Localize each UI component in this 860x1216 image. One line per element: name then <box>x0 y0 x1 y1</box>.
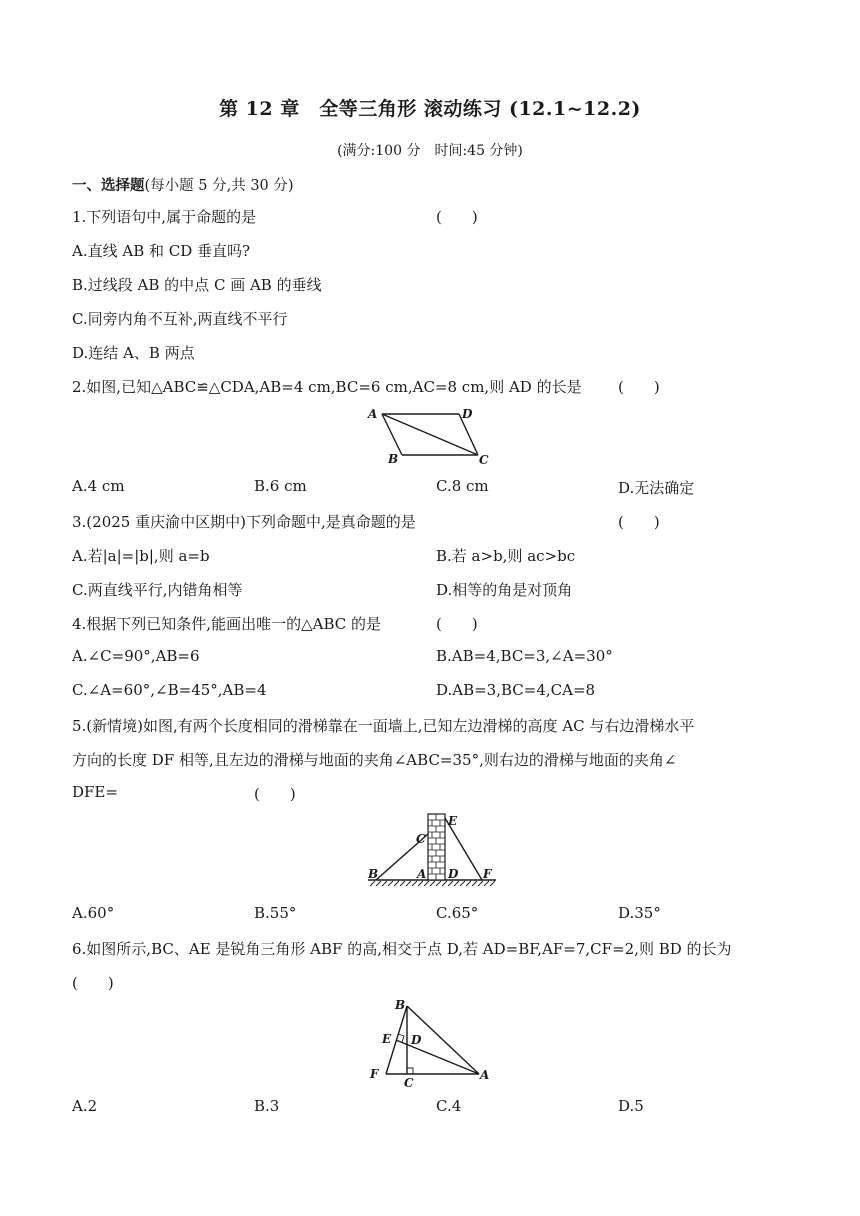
q5-stem-line-2: 方向的长度 DF 相等,且左边的滑梯与地面的夹角∠ABC=35°,则右边的滑梯与地面的夹角∠ <box>72 751 677 769</box>
q2-label-a: A <box>368 407 378 421</box>
q6-option-b: B.3 <box>254 1097 280 1115</box>
q6-label-d: D <box>411 1033 422 1047</box>
q6-label-e: E <box>382 1032 392 1046</box>
q6-triangle-figure <box>362 996 502 1088</box>
q1-option-b: B.过线段 AB 的中点 C 画 AB 的垂线 <box>72 276 322 294</box>
q4-option-d: D.AB=3,BC=4,CA=8 <box>436 681 596 699</box>
q4-option-b: B.AB=4,BC=3,∠A=30° <box>436 647 613 665</box>
q4-answer-blank: ( ) <box>436 615 478 633</box>
q5-option-a: A.60° <box>72 904 115 922</box>
q5-stem-line-1: 5.(新情境)如图,有两个长度相同的滑梯靠在一面墙上,已知左边滑梯的高度 AC 与右边滑梯水平 <box>72 717 695 735</box>
q1-option-a: A.直线 AB 和 CD 垂直吗? <box>72 242 251 260</box>
section-heading <box>72 174 294 195</box>
q2-label-b: B <box>388 452 399 466</box>
q4-stem: 4.根据下列已知条件,能画出唯一的△ABC 的是 <box>72 615 381 633</box>
q3-stem: 3.(2025 重庆渝中区期中)下列命题中,是真命题的是 <box>72 513 416 531</box>
q3-option-d: D.相等的角是对顶角 <box>436 581 573 599</box>
q1-stem: 1.下列语句中,属于命题的是 <box>72 208 257 226</box>
q1-option-d: D.连结 A、B 两点 <box>72 344 195 362</box>
q6-answer-blank: ( ) <box>72 974 114 992</box>
q6-label-a: A <box>480 1068 490 1082</box>
q5-label-a: A <box>417 867 427 881</box>
exam-info: (满分:100 分 时间:45 分钟) <box>337 143 523 159</box>
q3-answer-blank: ( ) <box>618 513 660 531</box>
q2-option-a: A.4 cm <box>72 477 125 495</box>
section-note: (每小题 5 分,共 30 分) <box>144 178 294 194</box>
q6-label-b: B <box>395 998 406 1012</box>
q1-answer-blank: ( ) <box>436 208 478 226</box>
page-title: 第 12 章 全等三角形 滚动练习 (12.1~12.2) <box>219 98 641 120</box>
q5-option-b: B.55° <box>254 904 297 922</box>
q2-option-c: C.8 cm <box>436 477 489 495</box>
q5-label-f: F <box>483 867 492 881</box>
q3-option-a: A.若|a|=|b|,则 a=b <box>72 547 210 565</box>
q6-option-c: C.4 <box>436 1097 462 1115</box>
q2-stem: 2.如图,已知△ABC≌△CDA,AB=4 cm,BC=6 cm,AC=8 cm,则 AD 的长是 <box>72 378 582 396</box>
q5-answer-blank: ( ) <box>254 785 296 803</box>
q5-slide-figure <box>362 810 506 892</box>
q4-option-c: C.∠A=60°,∠B=45°,AB=4 <box>72 681 267 699</box>
q5-label-b: B <box>368 867 379 881</box>
q2-parallelogram-figure <box>362 400 502 466</box>
q5-stem-line-3: DFE= <box>72 783 118 801</box>
q5-option-d: D.35° <box>618 904 661 922</box>
q3-option-b: B.若 a>b,则 ac>bc <box>436 547 576 565</box>
q6-label-f: F <box>370 1067 379 1081</box>
q2-option-d: D.无法确定 <box>618 479 695 497</box>
q6-label-c: C <box>404 1076 414 1088</box>
q6-option-a: A.2 <box>72 1097 98 1115</box>
section-title: 一、选择题 <box>72 177 145 194</box>
q3-option-c: C.两直线平行,内错角相等 <box>72 581 243 599</box>
q5-label-e: E <box>448 814 458 828</box>
q1-option-c: C.同旁内角不互补,两直线不平行 <box>72 310 288 328</box>
q6-option-d: D.5 <box>618 1097 644 1115</box>
q2-answer-blank: ( ) <box>618 378 660 396</box>
q2-label-d: D <box>462 407 473 421</box>
q2-label-c: C <box>479 453 489 466</box>
q5-label-d: D <box>448 867 459 881</box>
q4-option-a: A.∠C=90°,AB=6 <box>72 647 200 665</box>
q2-option-b: B.6 cm <box>254 477 307 495</box>
q5-label-c: C <box>416 832 426 846</box>
q6-stem: 6.如图所示,BC、AE 是锐角三角形 ABF 的高,相交于点 D,若 AD=BF,AF=7,CF=2,则 BD 的长为 <box>72 940 732 958</box>
q5-option-c: C.65° <box>436 904 479 922</box>
